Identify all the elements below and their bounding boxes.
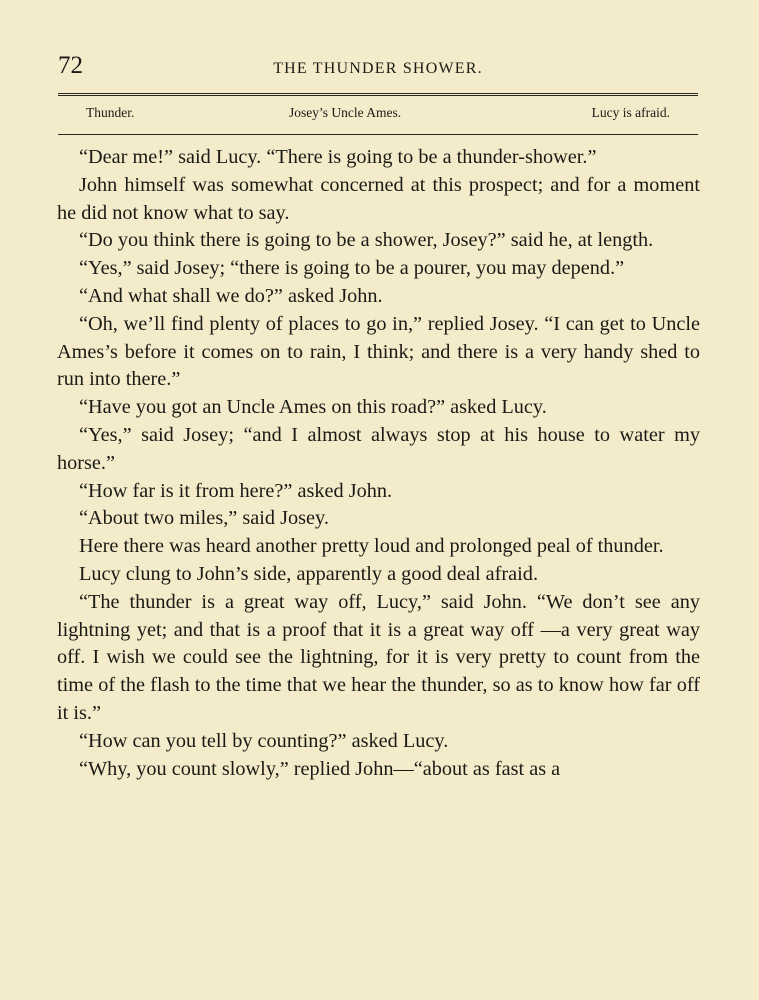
paragraph: Lucy clung to John’s side, apparently a good deal afraid. <box>79 562 539 585</box>
paragraph: “Do you think there is going to be a shower, Josey?” said he, at length. <box>79 229 654 252</box>
paragraph: “Have you got an Uncle Ames on this road?” asked Lucy. <box>79 396 547 419</box>
paragraph: “How can you tell by counting?” asked Lucy. <box>79 729 449 752</box>
paragraph: “And what shall we do?” asked John. <box>79 284 383 307</box>
body-text <box>57 144 700 783</box>
paragraph: “Dear me!” said Lucy. “There is going to be a thunder-shower.” <box>79 146 597 168</box>
paragraph: “Oh, we’ll find plenty of places to go in,” replied Josey. “I can get to Uncle Ames’s before it comes on to rain, I think; and there is a very handy shed to run into there.” <box>57 312 700 391</box>
header-rule-top-double <box>58 95 698 96</box>
running-title: THE THUNDER SHOWER. <box>273 60 483 77</box>
paragraph: “The thunder is a great way off, Lucy,” said John. “We don’t see any lightning yet; and that is a proof that it is a great way off —a very great way off. I wish we could see the lightning, for it is very pretty to count from the time of the flash to the time that we hear the thunder, so as to know how far off it is.” <box>57 590 700 724</box>
page-number: 72 <box>58 52 83 79</box>
paragraph: “Yes,” said Josey; “there is going to be a pourer, you may depend.” <box>79 257 625 280</box>
paragraph: “About two miles,” said Josey. <box>79 507 329 530</box>
subhead-left: Thunder. <box>86 105 135 120</box>
subhead-right: Lucy is afraid. <box>591 105 670 120</box>
paragraph: Here there was heard another pretty loud and prolonged peal of thunder. <box>79 535 664 558</box>
subhead-center: Josey’s Uncle Ames. <box>289 105 402 120</box>
paragraph: “How far is it from here?” asked John. <box>79 479 393 502</box>
page-header <box>58 52 698 82</box>
header-rule-bottom <box>58 134 698 135</box>
paragraph: “Why, you count slowly,” replied John—“about as fast as a <box>79 757 561 780</box>
paragraph: John himself was somewhat concerned at this prospect; and for a moment he did not know what to say. <box>57 173 700 224</box>
paragraph: “Yes,” said Josey; “and I almost always stop at his house to water my horse.” <box>57 423 700 474</box>
header-rule-top <box>58 93 698 94</box>
